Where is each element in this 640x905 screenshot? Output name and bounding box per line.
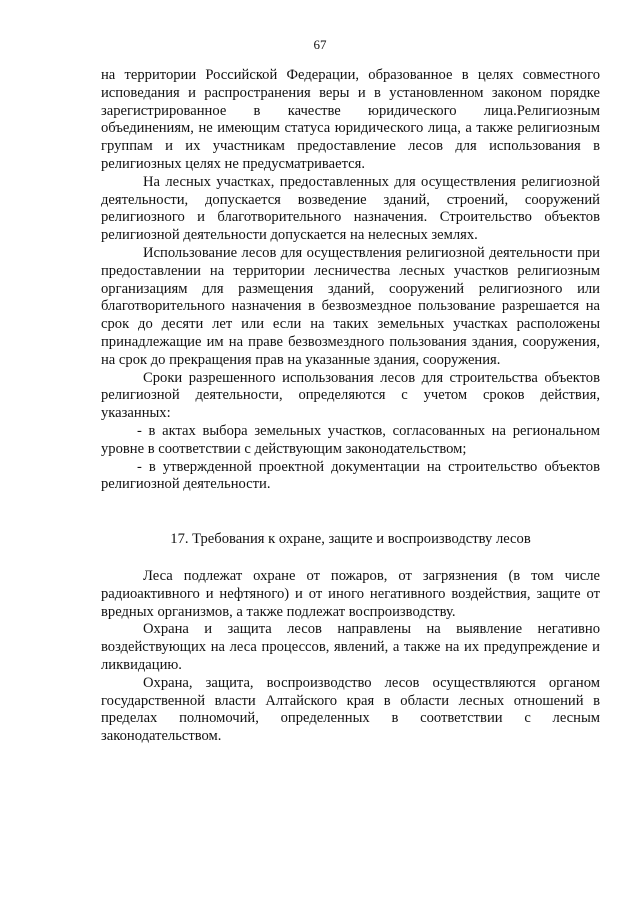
body-text-top — [101, 67, 600, 494]
paragraph: Сроки разрешенного использования лесов для строительства объектов религиозной деятельности, определяются с учетом сроков действия, указанных: — [101, 369, 600, 422]
paragraph: Использование лесов для осуществления религиозной деятельности при предоставлении на территории лесничества лесных участков религиозным организациям для размещения зданий, сооружений религиозного или благотворительного назначения в безвозмездное пользование разрешается на срок до десяти лет или если на таких земельных участках расположены принадлежащие им на праве безвозмездного пользования здания, сооружения, на срок до прекращения прав на указанные здания, сооружения. — [101, 244, 600, 368]
list-item: - в актах выбора земельных участков, согласованных на региональном уровне в соответствии с действующим законодательством; — [101, 422, 600, 457]
section-heading: 17. Требования к охране, защите и воспроизводству лесов — [170, 531, 531, 547]
paragraph: На лесных участках, предоставленных для осуществления религиозной деятельности, допускается возведение зданий, строений, сооружений религиозного и благотворительного назначения. Строительство объектов религиозной деятельности допускается на нелесных землях. — [101, 173, 600, 244]
paragraph: Охрана, защита, воспроизводство лесов осуществляются органом государственной власти Алтайского края в области лесных отношений в пределах полномочий, определенных в соответствии с лесным законодательством. — [101, 674, 600, 745]
page-number: 67 — [313, 37, 327, 52]
body-text-bottom — [101, 568, 600, 746]
list-item: - в утвержденной проектной документации на строительство объектов религиозной деятельности. — [101, 458, 600, 493]
paragraph: Охрана и защита лесов направлены на выявление негативно воздействующих на леса процессов, явлений, а также на их предупреждение и ликвидацию. — [101, 621, 600, 673]
paragraph-continuation: на территории Российской Федерации, образованное в целях совместного исповедания и распространения веры и в установленном законом порядке зарегистрированное в качестве юридического лица.Религиозным объединениям, не имеющим статуса юридического лица, а также религиозным группам и их участникам предоставление лесов для использования в религиозных целях не предусматривается. — [101, 67, 600, 172]
paragraph: Леса подлежат охране от пожаров, от загрязнения (в том числе радиоактивного и нефтяного) и от иного негативного воздействия, защите от вредных организмов, а также подлежат воспроизводству. — [101, 568, 600, 620]
